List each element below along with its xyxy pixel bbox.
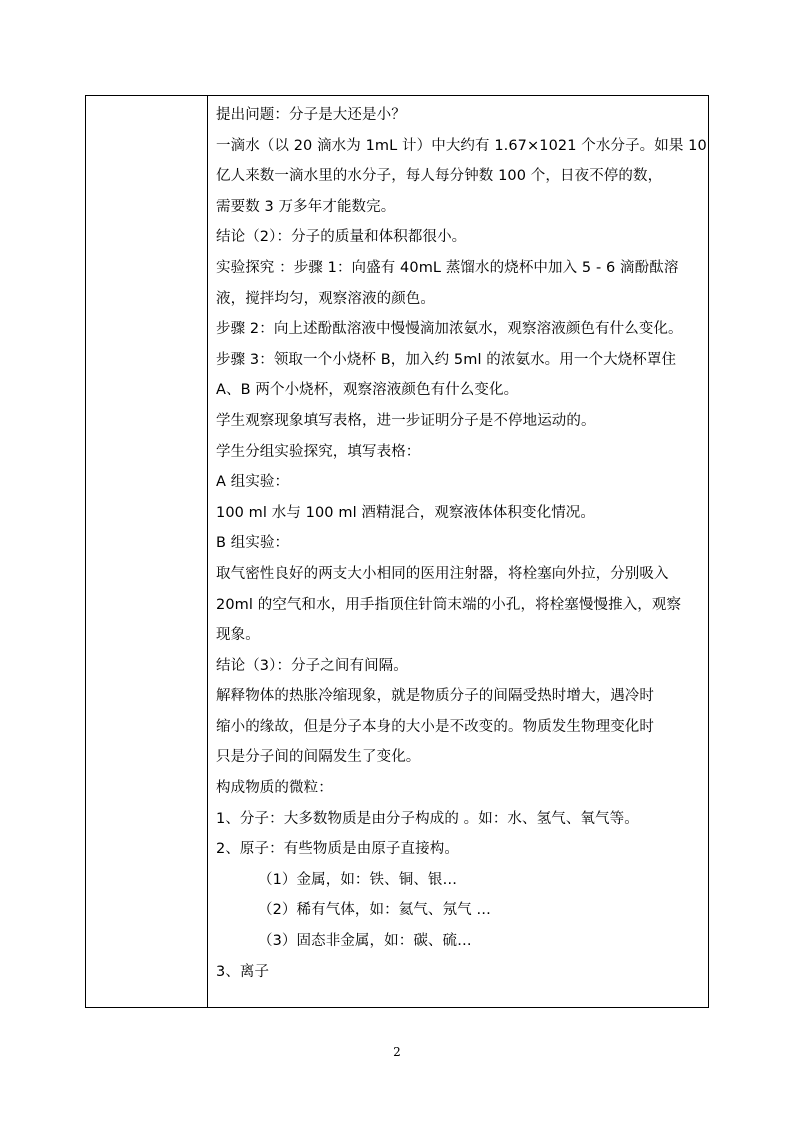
text-line: 液，搅拌均匀，观察溶液的颜色。 [216, 290, 435, 307]
page-number: 2 [393, 1045, 401, 1059]
text-line: 2、原子：有些物质是由原子直接构。 [216, 841, 459, 858]
text-line: 3、离子 [216, 963, 270, 980]
text-line: 结论（3）：分子之间有间隔。 [216, 657, 408, 674]
text-line: B 组实验： [216, 535, 290, 552]
text-line: 20ml 的空气和水，用手指顶住针筒末端的小孔，将栓塞慢慢推入，观察 [216, 596, 682, 613]
text-line: 步骤 2：向上述酚酞溶液中慢慢滴加浓氨水，观察溶液颜色有什么变化。 [216, 321, 683, 338]
text-line: 一滴水（以 20 滴水为 1mL 计）中大约有 1.67×1021 个水分子。如果 10 [216, 137, 707, 154]
text-line: （1）金属，如：铁、铜、银… [258, 871, 458, 888]
text-line: 需要数 3 万多年才能数完。 [216, 198, 396, 215]
text-line: 缩小的缘故，但是分子本身的大小是不改变的。物质发生物理变化时 [216, 718, 654, 735]
column-divider [207, 96, 208, 1007]
text-line: 1、分子：大多数物质是由分子构成的 。如：水、氢气、氧气等。 [216, 810, 639, 827]
content-cell [216, 100, 707, 987]
text-line: 学生分组实验探究，填写表格： [216, 443, 421, 460]
text-line: 只是分子间的间隔发生了变化。 [216, 749, 421, 766]
text-line: 100 ml 水与 100 ml 酒精混合，观察液体体积变化情况。 [216, 504, 596, 521]
text-line: （3）固态非金属，如：碳、硫… [258, 933, 472, 950]
text-line: A、B 两个小烧杯，观察溶液颜色有什么变化。 [216, 382, 519, 399]
text-line: 解释物体的热胀冷缩现象，就是物质分子的间隔受热时增大，遇冷时 [216, 688, 654, 705]
text-line: A 组实验： [216, 474, 290, 491]
text-line: 现象。 [216, 627, 260, 644]
text-line: 亿人来数一滴水里的水分子，每人每分钟数 100 个，日夜不停的数， [216, 168, 663, 185]
text-line: 实验探究 ：步骤 1：向盛有 40mL 蒸馏水的烧杯中加入 5 - 6 滴酚酞溶 [216, 259, 679, 276]
text-line: 结论（2）：分子的质量和体积都很小。 [216, 229, 467, 246]
text-line: （2）稀有气体，如：氦气、氖气 … [258, 902, 492, 919]
lesson-table [85, 95, 709, 1008]
text-line: 提出问题：分子是大还是小？ [216, 107, 406, 123]
text-line: 取气密性良好的两支大小相同的医用注射器，将栓塞向外拉，分别吸入 [216, 565, 669, 582]
text-line: 学生观察现象填写表格，进一步证明分子是不停地运动的。 [216, 412, 596, 429]
text-line: 步骤 3：领取一个小烧杯 B，加入约 5ml 的浓氨水。用一个大烧杯罩住 [216, 351, 677, 368]
text-line: 构成物质的微粒： [216, 780, 333, 797]
